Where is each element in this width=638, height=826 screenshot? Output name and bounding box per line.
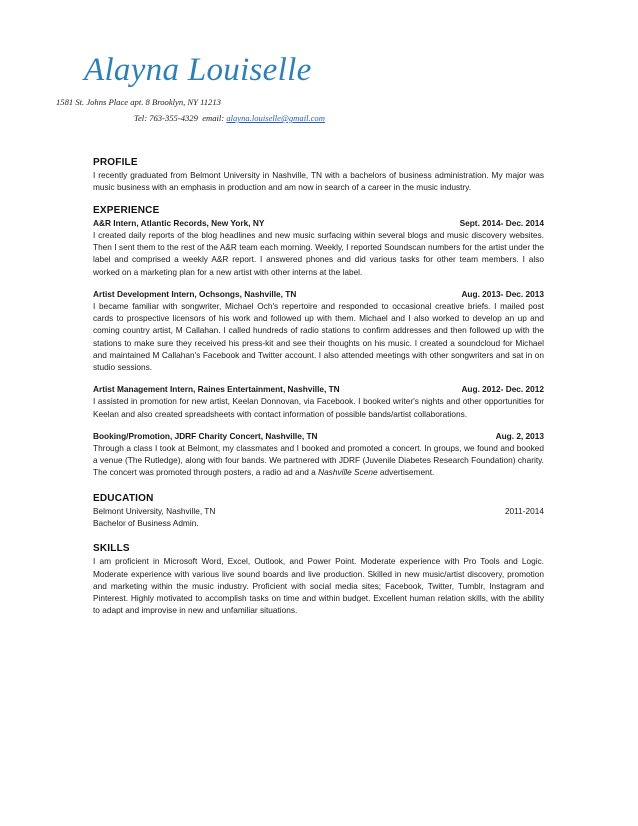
email-link[interactable]: alayna.louiselle@gmail.com: [226, 113, 325, 123]
job-title: Artist Management Intern, Raines Entertainment, Nashville, TN: [93, 384, 340, 395]
job-description: I created daily reports of the blog headlines and new music surfacing within several blogs and music discovery websites. Then I sent them to the rest of the A&R team each morning. Weekly, I reported Soundscan numbers for the artist under the label and comprised a weekly A&R report. I answered phones and did various tasks for other team members. I also worked on a marketing plan for a new artist with other interns at the label.: [93, 230, 544, 277]
job-dates: Aug. 2013- Dec. 2013: [461, 288, 544, 299]
skills-heading: SKILLS: [93, 543, 130, 555]
education-row: [93, 505, 544, 517]
job-entry: [93, 217, 544, 278]
job-description: I became familiar with songwriter, Michael Och's repertoire and responded to occasional creative briefs. I mailed post cards to prospective licensors of his work and followed up with them. Michael and I also worked to develop an up and coming country artist, M Callahan. I called hundreds of radio stations to confirm addresses and then followed up with the stations to make sure they received his press-kit and see their thoughts on his music. I created a soundcloud for Michael and maintained M Callahan's Facebook and Twitter account. I also attended meetings with other songwriters and sat in on studio sessions.: [93, 301, 544, 373]
skills-section: [93, 543, 544, 616]
job-dates: Aug. 2, 2013: [495, 430, 544, 441]
experience-section: [93, 205, 544, 479]
job-dates: Sept. 2014- Dec. 2014: [459, 217, 544, 228]
job-text-part: advertisement.: [377, 467, 435, 478]
resume-body: [93, 157, 544, 617]
applicant-name: Alayna Louiselle: [84, 52, 312, 88]
education-heading: EDUCATION: [93, 492, 154, 504]
school-name: Belmont University, Nashville, TN: [93, 505, 216, 516]
job-header: [93, 288, 544, 300]
address-line: 1581 St. Johns Place apt. 8 Brooklyn, NY 11213: [56, 97, 221, 107]
education-dates: 2011-2014: [504, 505, 544, 516]
education-section: [93, 493, 544, 530]
profile-heading: PROFILE: [93, 157, 138, 168]
job-title: A&R Intern, Atlantic Records, New York, NY: [93, 217, 265, 228]
degree: Bachelor of Business Admin.: [93, 518, 199, 529]
job-entry: [93, 430, 544, 479]
profile-section: [93, 157, 544, 194]
job-dates: Aug. 2012- Dec. 2012: [461, 384, 544, 395]
job-header: [93, 217, 544, 229]
job-header: [93, 430, 544, 442]
job-description: [93, 442, 544, 479]
job-title: Artist Development Intern, Ochsongs, Nashville, TN: [93, 288, 297, 299]
email-label: email:: [202, 113, 225, 123]
publication-name: Nashville Scene: [318, 467, 378, 478]
experience-heading: EXPERIENCE: [93, 204, 160, 216]
job-title: Booking/Promotion, JDRF Charity Concert, Nashville, TN: [93, 430, 318, 441]
phone-number: Tel: 763-355-4329: [134, 113, 198, 123]
skills-text: I am proficient in Microsoft Word, Excel, Outlook, and Power Point. Moderate experience with Pro Tools and Logic. Moderate experience with various live sound boards and live production. Skilled in new music/artist discovery, promotion and marketing within the music industry. Proficient with social media sites; Facebook, Twitter, Tumblr, Instagram and Pinterest. Highly motivated to accomplish tasks on time and within budget. Excellent human relation skills, with the ability to adapt and improvise in new and unfamiliar situations.: [93, 556, 544, 616]
job-entry: [93, 383, 544, 420]
job-description: I assisted in promotion for new artist, Keelan Donnovan, via Facebook. I booked writer's nights and other opportunities for Keelan and also created spreadsheets with contact information of possible bands/artist collaborations.: [93, 396, 544, 419]
contact-line: [134, 113, 325, 123]
job-text-part: Through a class I took at Belmont, my classmates and I booked and promoted a concert. In groups, we found and booked a venue (The Rutledge), along with four bands. We partnered with JDRF (Juvenile Diabetes Research Foundation) charity. The concert was promoted through posters, a radio ad and a: [93, 443, 544, 478]
job-header: [93, 383, 544, 395]
job-entry: [93, 288, 544, 373]
profile-text: I recently graduated from Belmont University in Nashville, TN with a bachelors of business administration. My major was music business with an emphasis in production and am now in search of a career in the music industry.: [93, 170, 544, 193]
